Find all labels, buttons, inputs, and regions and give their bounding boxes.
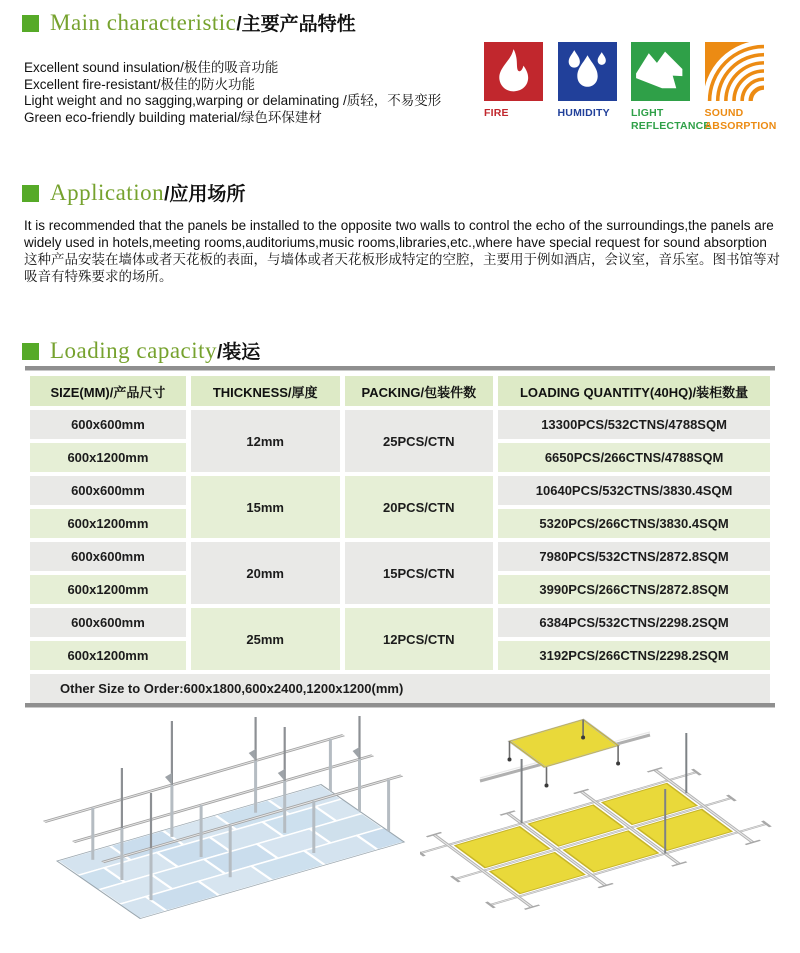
feature-line: Excellent sound insulation/极佳的吸音功能: [24, 60, 279, 75]
col-header-size: SIZE(MM)/产品尺寸: [30, 376, 186, 406]
table-row: [30, 542, 770, 571]
light-reflectance-icon: [631, 42, 690, 101]
cell-loading: 13300PCS/532CTNS/4788SQM: [498, 410, 770, 439]
application-text-en: It is recommended that the panels be installed to the opposite two walls to control the echo of the surroundings,the panels are widely used in hotels,meeting rooms,auditoriums,music rooms,libraries,etc.,where have special request for sound absorption: [24, 218, 774, 250]
table-footer-row: [30, 674, 770, 703]
cell-thickness: 20mm: [191, 542, 340, 604]
cell-loading: 7980PCS/532CTNS/2872.8SQM: [498, 542, 770, 571]
cell-loading: 3990PCS/266CTNS/2872.8SQM: [498, 575, 770, 604]
fire-icon: [484, 42, 543, 101]
table-row: [30, 608, 770, 637]
icon-label: HUMIDITY: [557, 107, 610, 119]
feature-line: Excellent fire-resistant/极佳的防火功能: [24, 76, 256, 92]
cell-size: 600x1200mm: [30, 509, 186, 538]
other-size-note: Other Size to Order:600x1800,600x2400,1200x1200(mm): [30, 674, 770, 703]
application-text-zh: 这种产品安装在墙体或者天花板的表面，与墙体或者天花板形成特定的空腔，主要用于例如酒店，会议室，音乐室。图书馆等对吸音有特殊要求的场所。: [24, 252, 780, 284]
icon-label: SOUND ABSORPTION: [704, 107, 777, 132]
property-humidity: [558, 42, 632, 132]
t-grid-panel-diagram: [420, 713, 800, 951]
section-heading-loading-capacity: [22, 337, 260, 364]
cell-loading: 6650PCS/266CTNS/4788SQM: [498, 443, 770, 472]
application-paragraph: [24, 217, 780, 285]
cell-packing: 12PCS/CTN: [345, 608, 494, 670]
property-icon-row: [484, 42, 778, 132]
section-title-zh: /应用场所: [164, 184, 246, 205]
section-title-en: Main characteristic: [50, 10, 237, 35]
cell-size: 600x600mm: [30, 542, 186, 571]
feature-line: Green eco-friendly building material/绿色环保建材: [24, 109, 322, 125]
feature-list: [24, 60, 441, 126]
cell-thickness: 12mm: [191, 410, 340, 472]
feature-line: Light weight and no sagging,warping or delaminating /质轻，不易变形: [24, 93, 442, 108]
property-sound-absorption: [705, 42, 779, 132]
cell-size: 600x1200mm: [30, 575, 186, 604]
section-heading-application: [22, 179, 245, 206]
section-title-en: Loading capacity: [50, 338, 218, 363]
section-title-en: Application: [50, 180, 165, 205]
cell-packing: 20PCS/CTN: [345, 476, 494, 538]
separator-bar-bottom: [25, 703, 775, 708]
humidity-icon: [558, 42, 617, 101]
section-title-zh: /主要产品特性: [236, 14, 356, 35]
sound-absorption-icon: [705, 42, 764, 101]
cell-thickness: 15mm: [191, 476, 340, 538]
loading-capacity-table: [25, 372, 775, 707]
icon-label: LIGHT REFLECTANCE: [631, 107, 711, 132]
cell-loading: 10640PCS/532CTNS/3830.4SQM: [498, 476, 770, 505]
cell-loading: 5320PCS/266CTNS/3830.4SQM: [498, 509, 770, 538]
separator-bar-top: [25, 366, 775, 371]
cell-size: 600x1200mm: [30, 641, 186, 670]
col-header-loading-quantity: LOADING QUANTITY(40HQ)/装柜数量: [498, 376, 770, 406]
cell-size: 600x600mm: [30, 608, 186, 637]
suspended-ceiling-diagram: [15, 713, 415, 951]
table-row: [30, 476, 770, 505]
green-square-bullet: [22, 15, 39, 32]
cell-size: 600x1200mm: [30, 443, 186, 472]
section-title-zh: /装运: [217, 342, 261, 363]
table-header-row: [30, 376, 770, 406]
cell-loading: 6384PCS/532CTNS/2298.2SQM: [498, 608, 770, 637]
cell-size: 600x600mm: [30, 410, 186, 439]
cell-loading: 3192PCS/266CTNS/2298.2SQM: [498, 641, 770, 670]
cell-thickness: 25mm: [191, 608, 340, 670]
col-header-packing: PACKING/包装件数: [345, 376, 494, 406]
cell-packing: 25PCS/CTN: [345, 410, 494, 472]
col-header-thickness: THICKNESS/厚度: [191, 376, 340, 406]
cell-packing: 15PCS/CTN: [345, 542, 494, 604]
property-light-reflectance: [631, 42, 711, 132]
icon-label: FIRE: [484, 107, 509, 119]
green-square-bullet: [22, 185, 39, 202]
green-square-bullet: [22, 343, 39, 360]
table-row: [30, 410, 770, 439]
section-heading-main-characteristic: [22, 9, 356, 36]
property-fire: [484, 42, 558, 132]
cell-size: 600x600mm: [30, 476, 186, 505]
